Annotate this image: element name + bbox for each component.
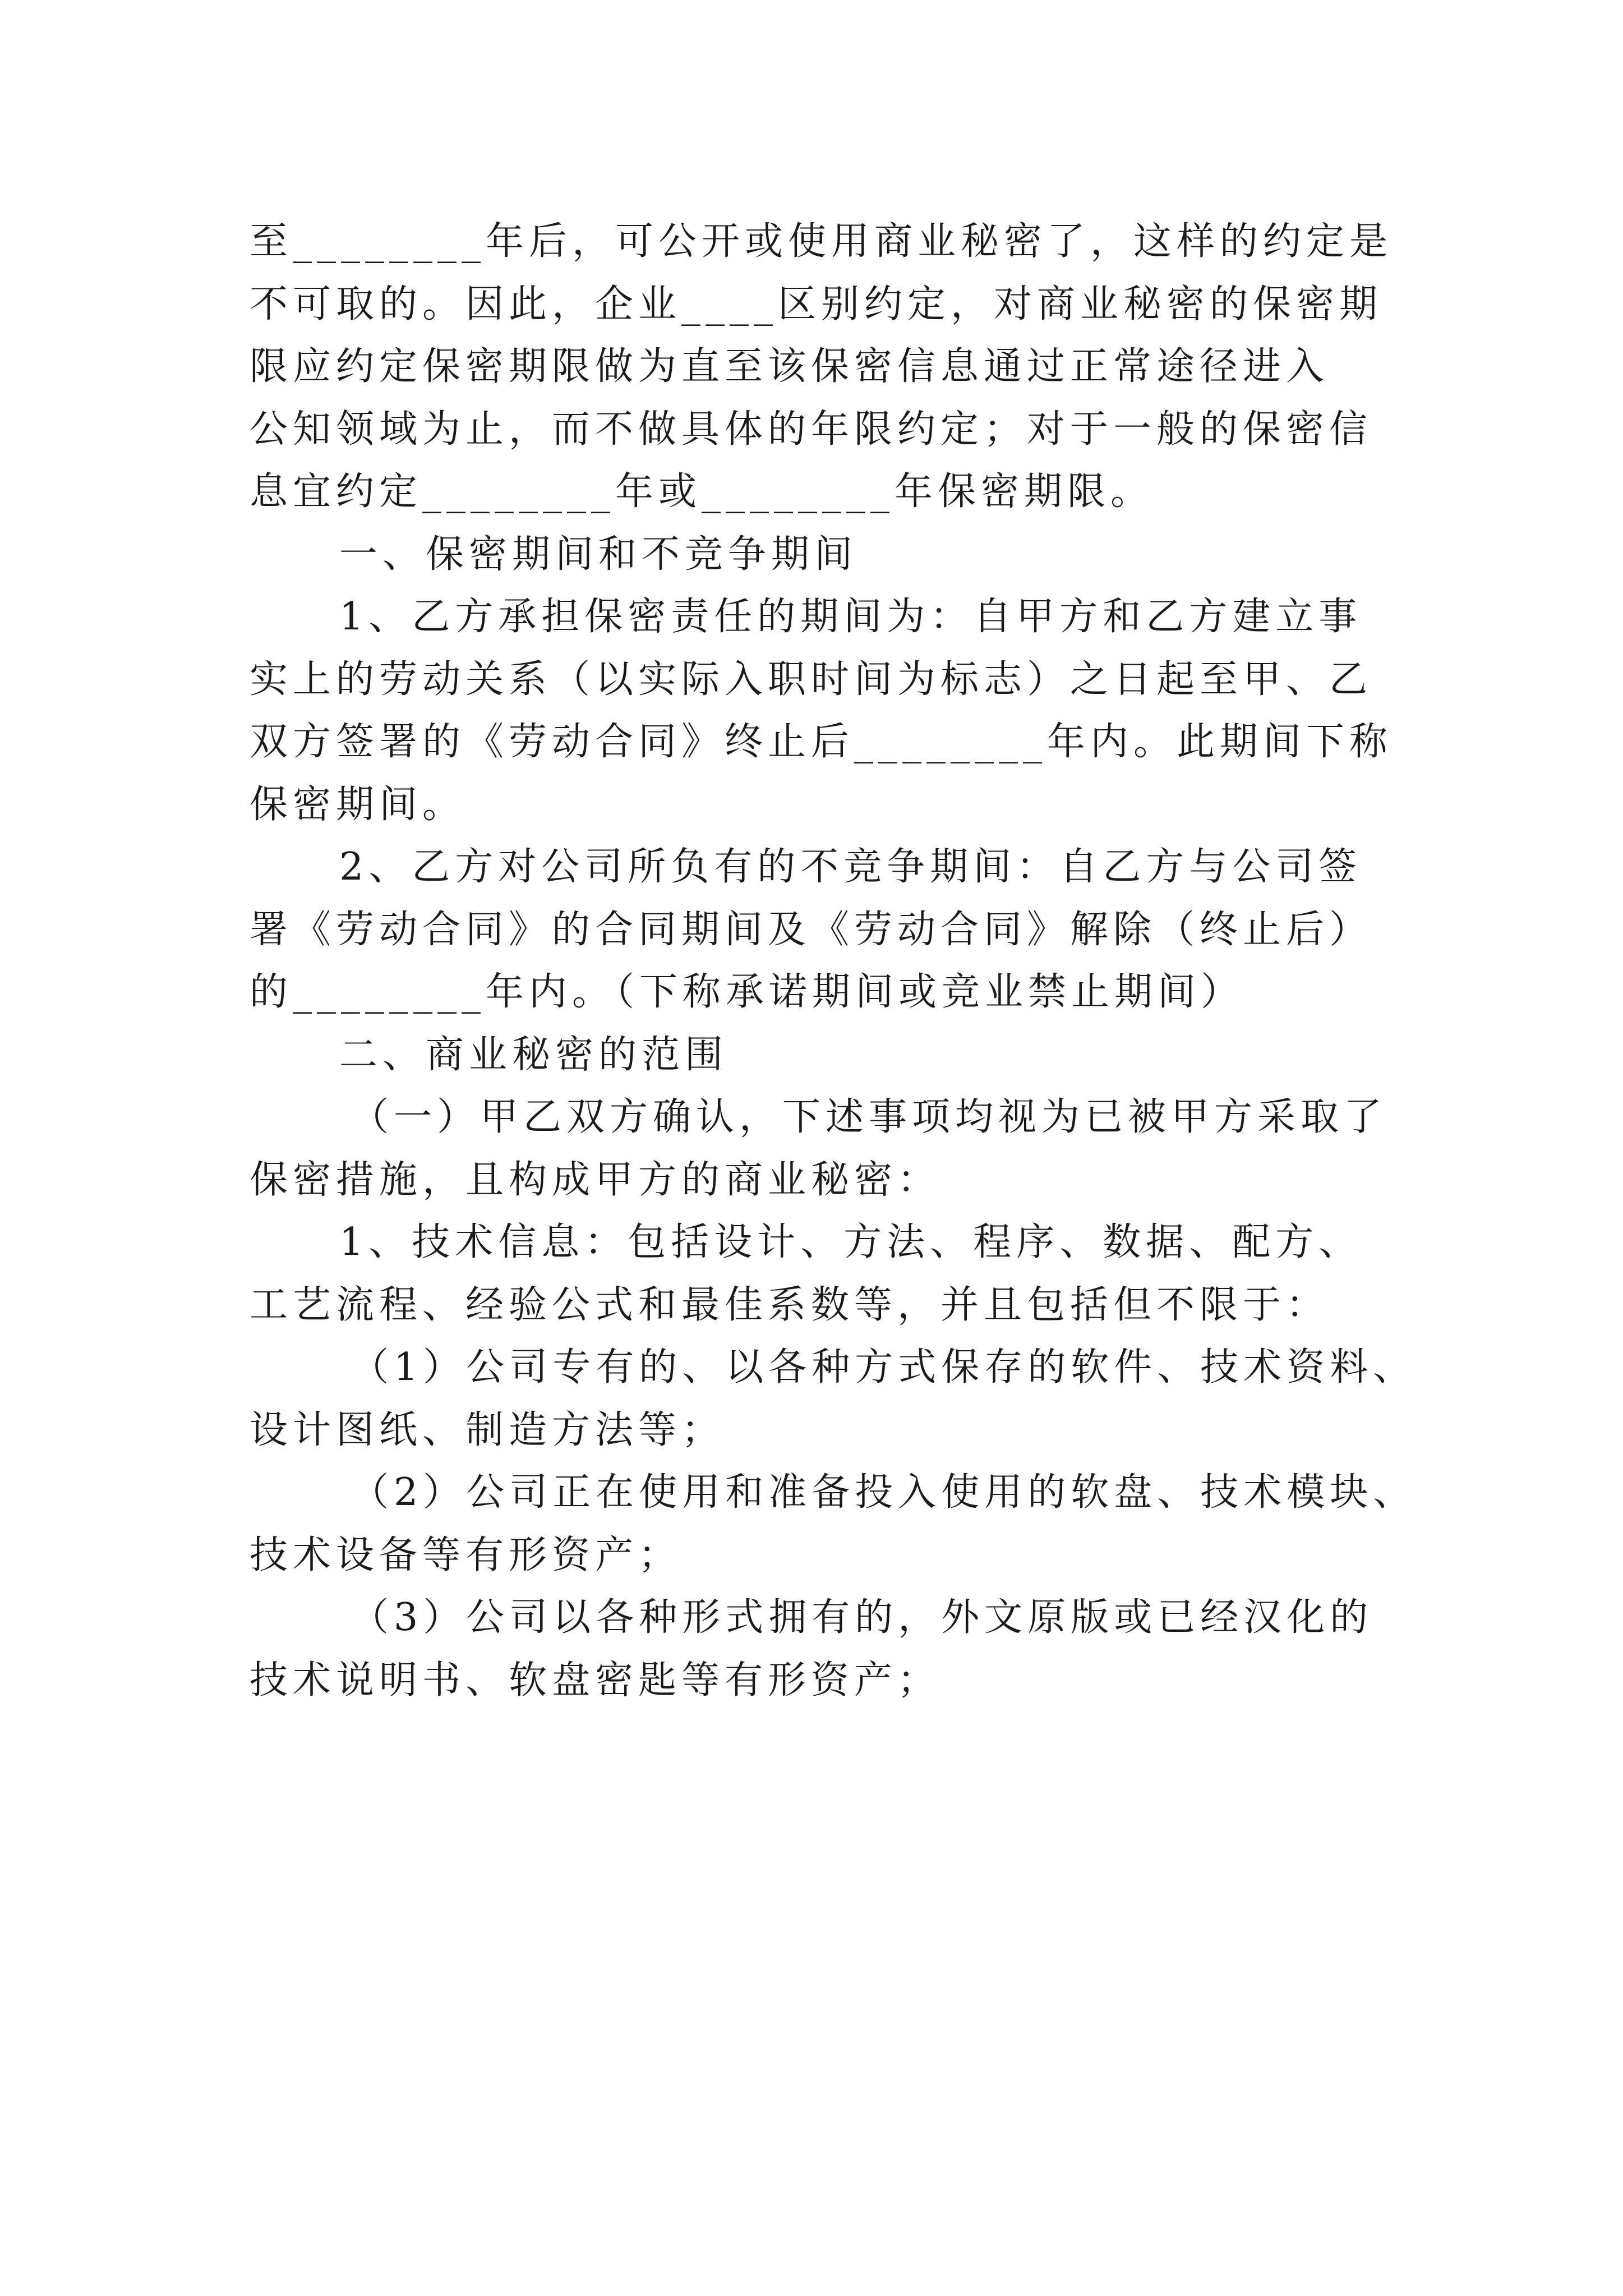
text-line: （2）公司正在使用和准备投入使用的软盘、技术模块、	[351, 1470, 1417, 1515]
section-heading: 二、商业秘密的范围	[339, 1032, 728, 1077]
document-body	[250, 210, 1417, 1711]
text-line: 公知领域为止，而不做具体的年限约定；对于一般的保密信	[250, 407, 1373, 452]
text-line: 保密措施，且构成甲方的商业秘密：	[250, 1157, 941, 1202]
text-line: 保密期间。	[250, 782, 466, 827]
text-line: 双方签署的《劳动合同》终止后________年内。此期间下称	[250, 720, 1393, 764]
text-line: 息宜约定________年或________年保密期限。	[250, 470, 1154, 514]
text-line: 的________年内。（下称承诺期间或竞业禁止期间）	[250, 970, 1244, 1014]
text-line: 1、乙方承担保密责任的期间为：自甲方和乙方建立事	[339, 595, 1362, 639]
section-heading: 一、保密期间和不竞争期间	[339, 532, 858, 577]
text-line: 至________年后，可公开或使用商业秘密了，这样的约定是	[250, 219, 1393, 264]
text-line: 不可取的。因此，企业____区别约定，对商业秘密的保密期	[250, 282, 1383, 326]
text-line: 限应约定保密期限做为直至该保密信息通过正常途径进入	[250, 344, 1330, 389]
text-line: （1）公司专有的、以各种方式保存的软件、技术资料、	[351, 1345, 1417, 1389]
text-line: 1、技术信息：包括设计、方法、程序、数据、配方、	[339, 1220, 1362, 1264]
text-line: 技术说明书、软盘密匙等有形资产；	[250, 1658, 941, 1703]
text-line: （一）甲乙双方确认，下述事项均视为已被甲方采取了	[351, 1095, 1387, 1139]
text-line: 2、乙方对公司所负有的不竞争期间：自乙方与公司签	[339, 845, 1362, 889]
text-line: 设计图纸、制造方法等；	[250, 1407, 725, 1452]
text-line: 署《劳动合同》的合同期间及《劳动合同》解除（终止后）	[250, 907, 1373, 952]
text-line: （3）公司以各种形式拥有的，外文原版或已经汉化的	[351, 1595, 1373, 1640]
text-line: 工艺流程、经验公式和最佳系数等，并且包括但不限于：	[250, 1282, 1330, 1327]
text-line: 实上的劳动关系（以实际入职时间为标志）之日起至甲、乙	[250, 657, 1373, 702]
text-line: 技术设备等有形资产；	[250, 1533, 682, 1577]
